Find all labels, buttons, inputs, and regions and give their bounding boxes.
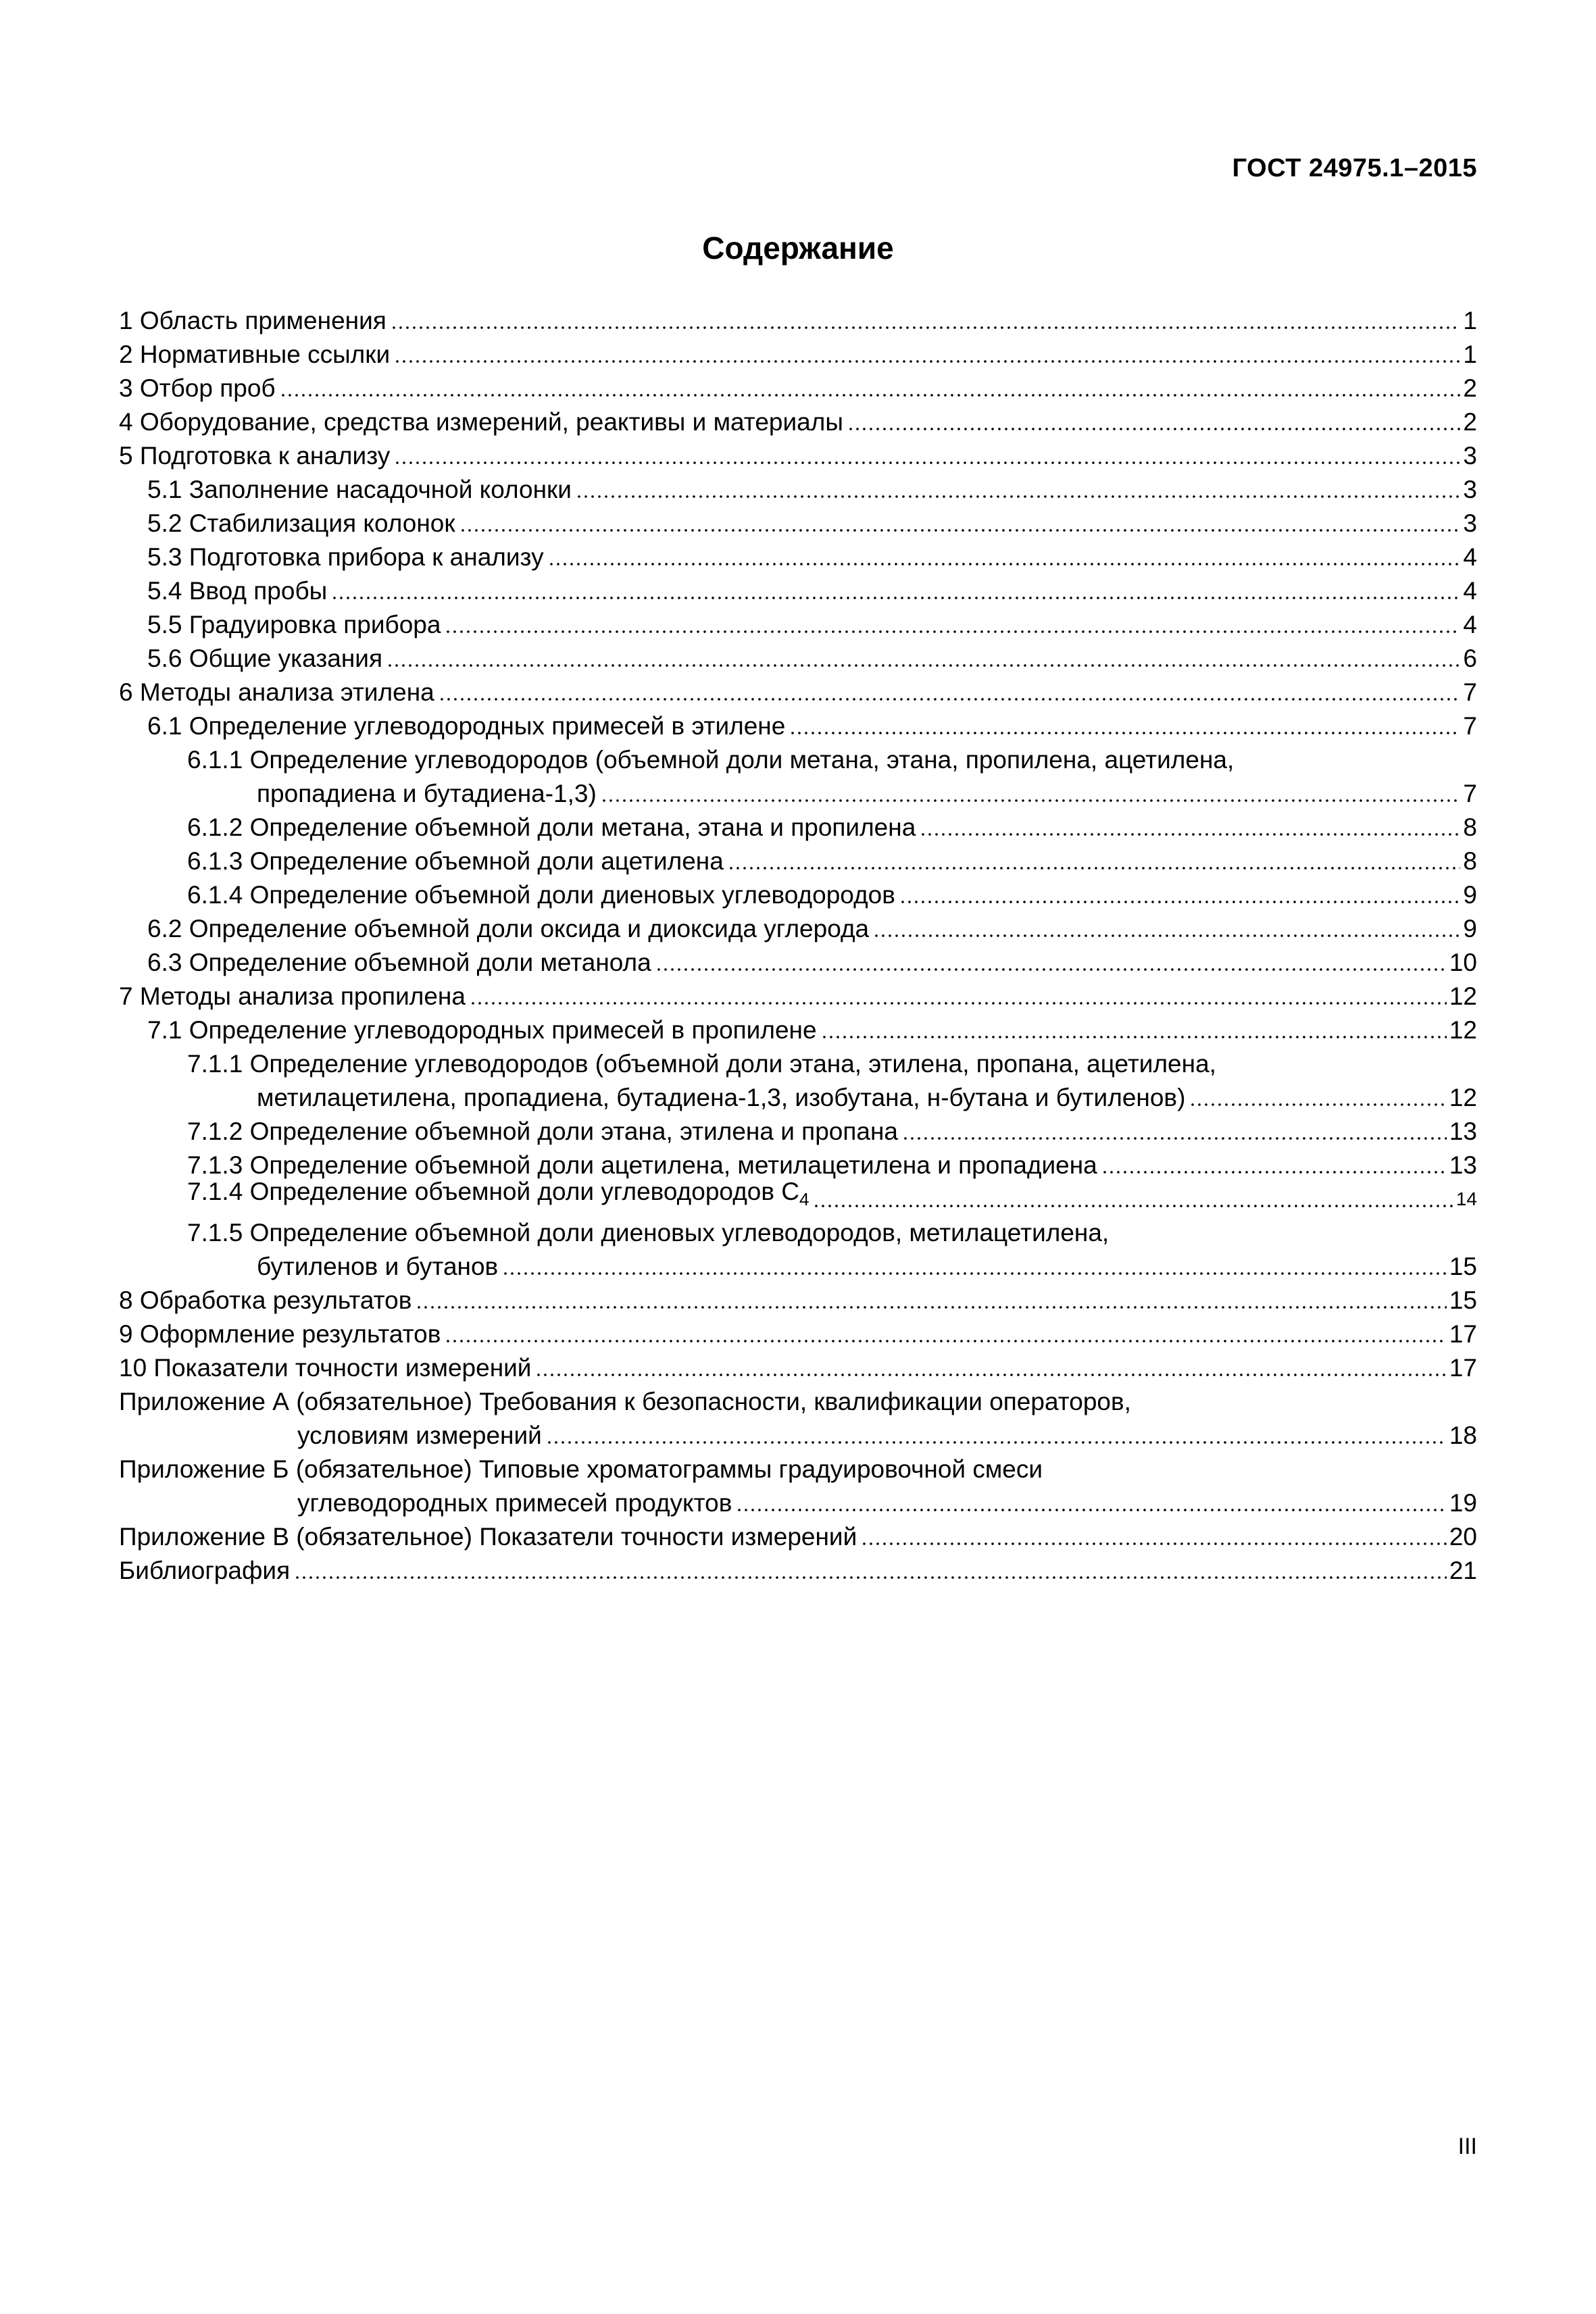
toc-entry-6[interactable]: 6 Методы анализа этилена 7 [119,678,1477,706]
toc-entry-2[interactable]: 2 Нормативные ссылки 1 [119,341,1477,368]
toc-entry-7-1-5[interactable]: 7.1.5 Определение объемной доли диеновых углеводородов, метилацетилена, бутиленов и бутанов 15 [187,1219,1477,1280]
toc-entry-1[interactable]: 1 Область применения 1 [119,307,1477,334]
toc-entry-5-3[interactable]: 5.3 Подготовка прибора к анализу 4 [147,543,1477,571]
toc-entry-7-1-3[interactable]: 7.1.3 Определение объемной доли ацетилена, метилацетилена и пропадиена 13 [187,1151,1477,1179]
toc-title: Содержание [702,230,894,266]
toc-entry-5-6[interactable]: 5.6 Общие указания 6 [147,645,1477,672]
toc-entry-4[interactable]: 4 Оборудование, средства измерений, реактивы и материалы 2 [119,408,1477,436]
toc-entry-6-1-4[interactable]: 6.1.4 Определение объемной доли диеновых углеводородов 9 [187,881,1477,909]
toc-entry-bibliography[interactable]: Библиография 21 [119,1557,1477,1584]
toc-entry-5[interactable]: 5 Подготовка к анализу 3 [119,442,1477,470]
toc-entry-3[interactable]: 3 Отбор проб 2 [119,374,1477,402]
toc-entry-7-1-1[interactable]: 7.1.1 Определение углеводородов (объемной доли этана, этилена, пропана, ацетилена, метилацетилена, пропадиена, бутадиена-1,3, изобутана, н-бутана и бутиленов) 12 [187,1050,1477,1111]
toc-entry-7-1[interactable]: 7.1 Определение углеводородных примесей в пропилене 12 [147,1016,1477,1044]
toc-entry-5-4[interactable]: 5.4 Ввод пробы 4 [147,577,1477,605]
toc-entry-appendix-a[interactable]: Приложение А (обязательное) Требования к безопасности, квалификации операторов, условиям измерений 18 [119,1388,1477,1449]
table-of-contents [119,304,1477,1588]
toc-entry-6-1-1[interactable]: 6.1.1 Определение углеводородов (объемной доли метана, этана, пропилена, ацетилена, пропадиена и бутадиена-1,3) 7 [187,746,1477,807]
toc-entry-5-5[interactable]: 5.5 Градуировка прибора 4 [147,611,1477,638]
toc-entry-9[interactable]: 9 Оформление результатов 17 [119,1320,1477,1348]
toc-entry-7-1-2[interactable]: 7.1.2 Определение объемной доли этана, этилена и пропана 13 [187,1117,1477,1145]
toc-entry-5-2[interactable]: 5.2 Стабилизация колонок 3 [147,509,1477,537]
toc-entry-appendix-v[interactable]: Приложение В (обязательное) Показатели точности измерений 20 [119,1523,1477,1551]
toc-entry-8[interactable]: 8 Обработка результатов 15 [119,1286,1477,1314]
toc-entry-7-1-4[interactable]: 7.1.4 Определение объемной доли углеводородов $С_4$ 14 [187,1178,1477,1209]
toc-entry-6-3[interactable]: 6.3 Определение объемной доли метанола 10 [147,949,1477,976]
toc-entry-10[interactable]: 10 Показатели точности измерений 17 [119,1354,1477,1382]
page-number: III [1457,2134,1477,2159]
standard-code: ГОСТ 24975.1–2015 [1232,154,1477,182]
toc-entry-6-1[interactable]: 6.1 Определение углеводородных примесей в этилене 7 [147,712,1477,740]
toc-entry-7[interactable]: 7 Методы анализа пропилена 12 [119,982,1477,1010]
toc-entry-6-2[interactable]: 6.2 Определение объемной доли оксида и диоксида углерода 9 [147,915,1477,942]
toc-entry-appendix-b[interactable]: Приложение Б (обязательное) Типовые хроматограммы градуировочной смеси углеводородных примесей продуктов 19 [119,1455,1477,1517]
toc-entry-6-1-3[interactable]: 6.1.3 Определение объемной доли ацетилена 8 [187,847,1477,875]
toc-entry-5-1[interactable]: 5.1 Заполнение насадочной колонки 3 [147,476,1477,503]
toc-entry-6-1-2[interactable]: 6.1.2 Определение объемной доли метана, этана и пропилена 8 [187,813,1477,841]
